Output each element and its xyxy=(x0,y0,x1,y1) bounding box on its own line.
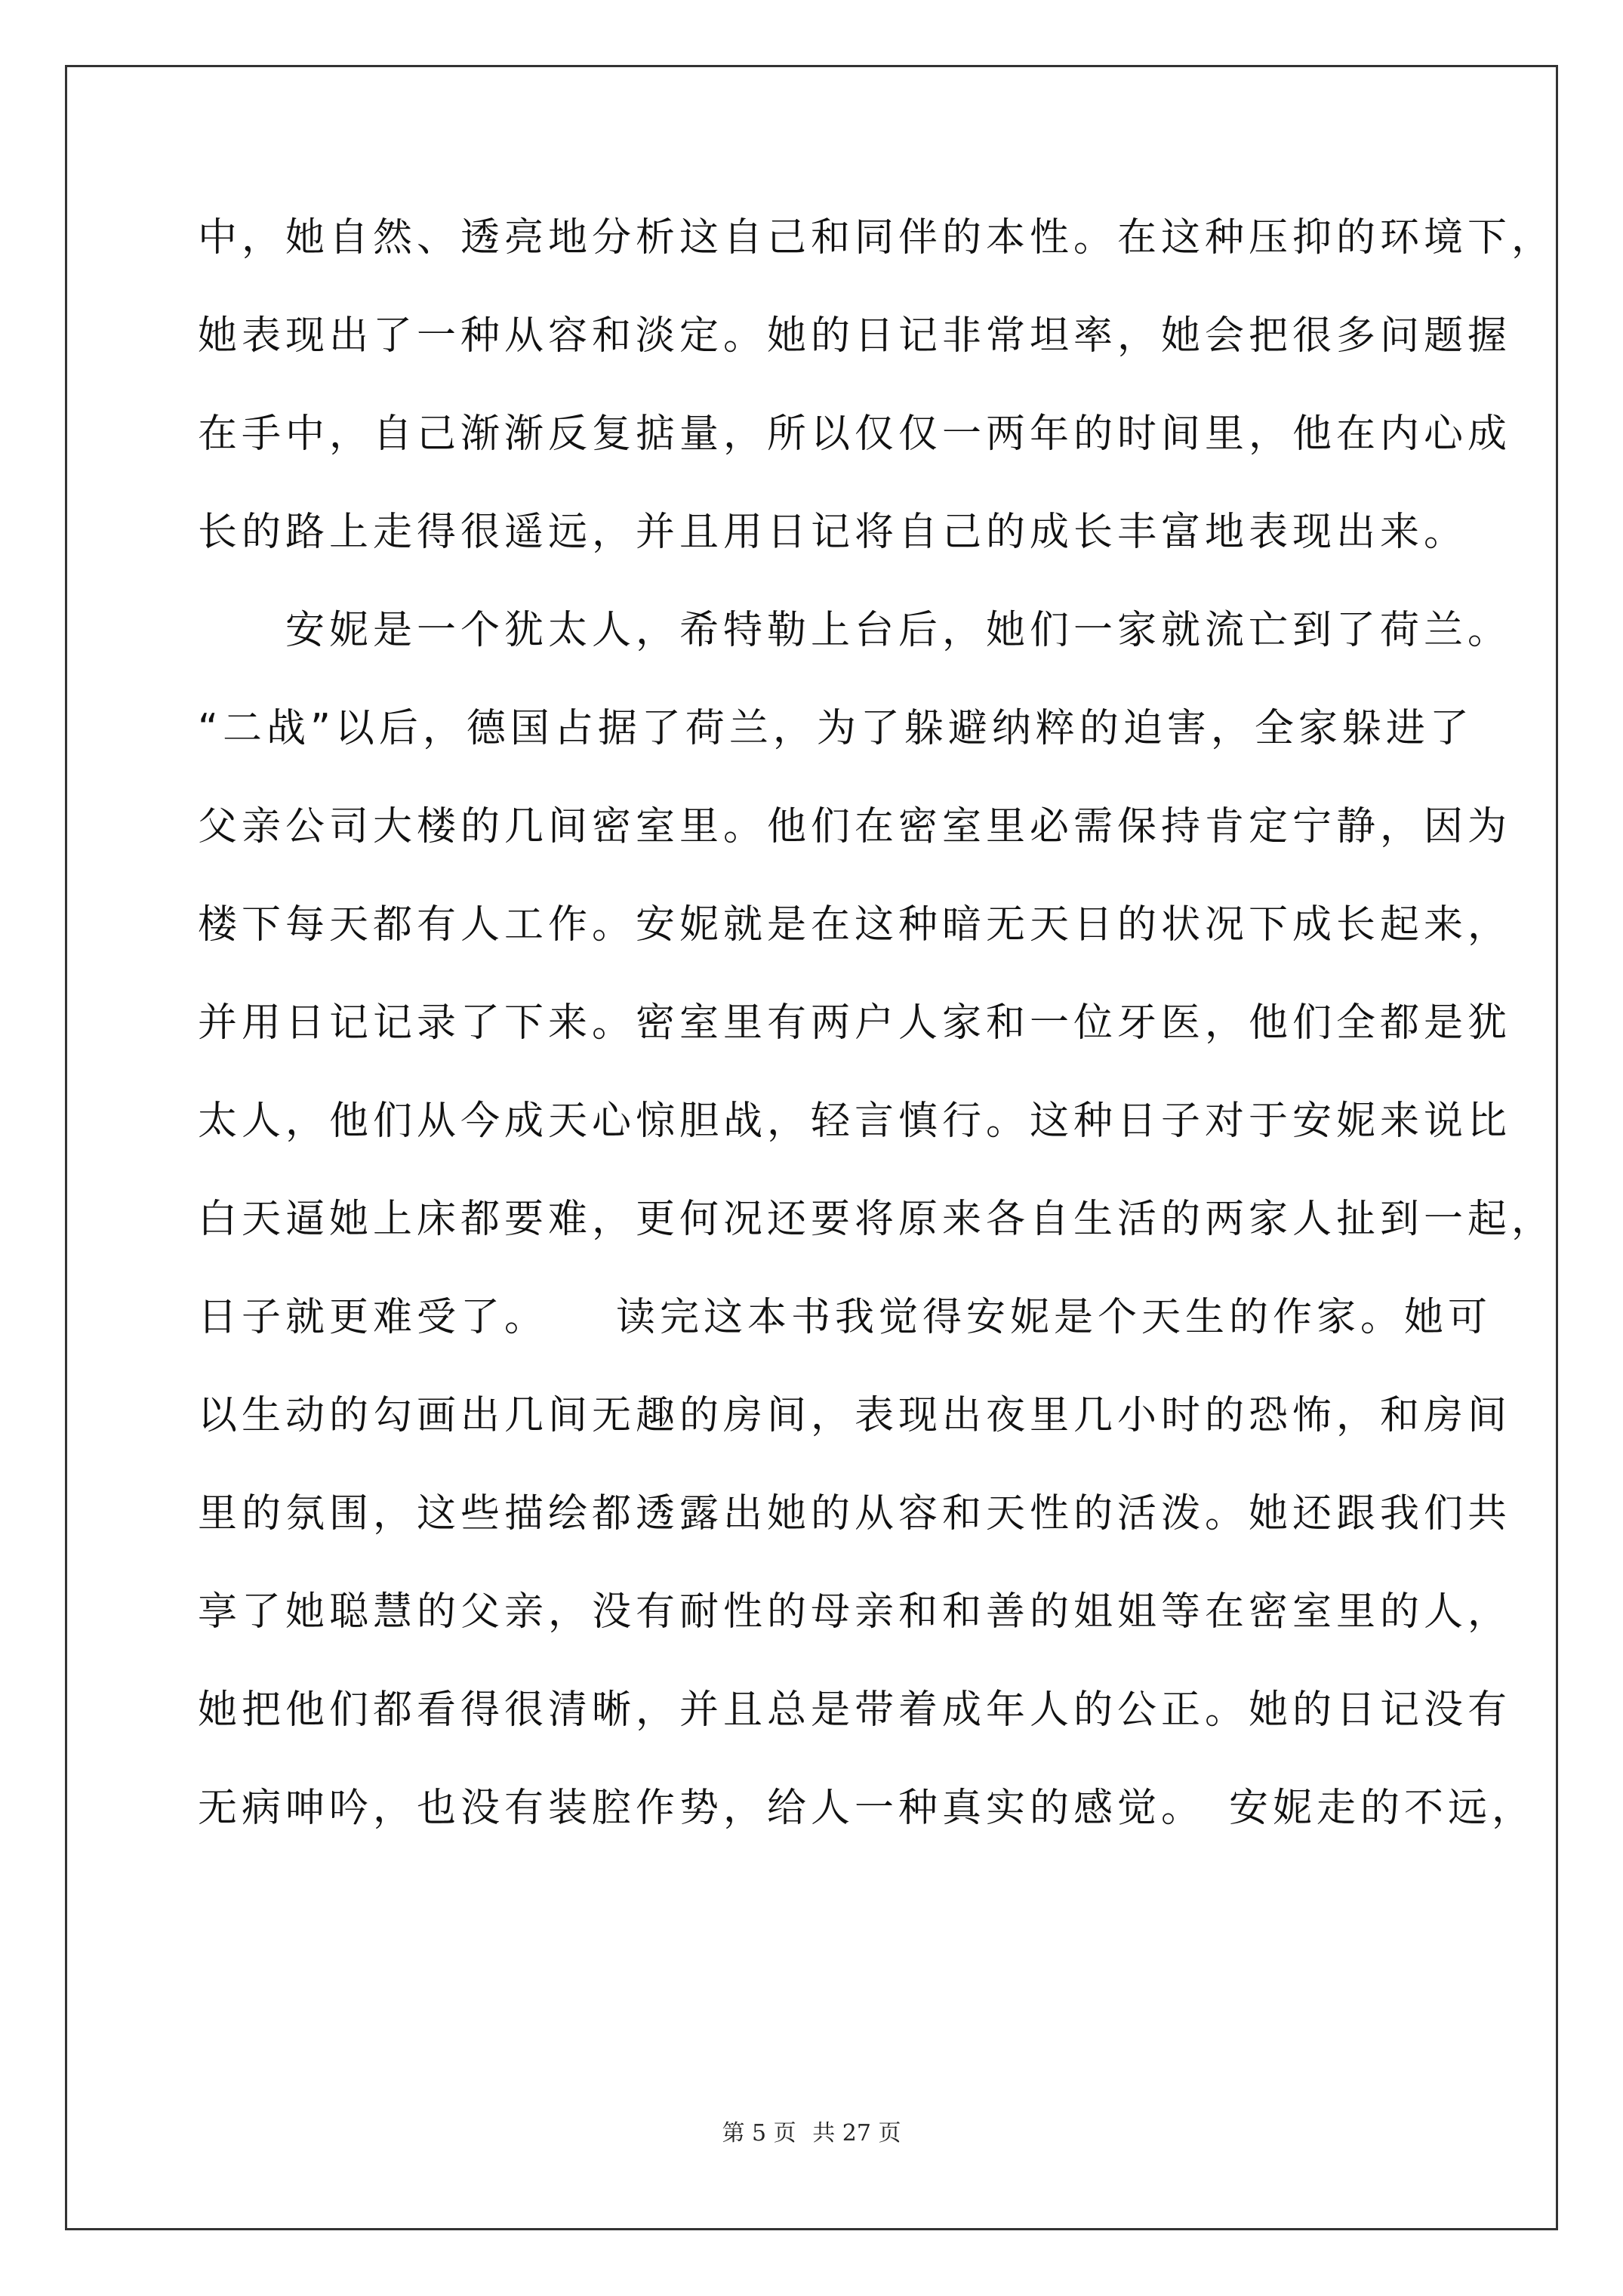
text-line: 中，她自然、透亮地分析这自己和同伴的本性。在这种压抑的环境下， xyxy=(198,215,1556,260)
text-line: 以生动的勾画出几间无趣的房间，表现出夜里几小时的恐怖，和房间 xyxy=(198,1393,1512,1438)
page-total: 共 27 页 xyxy=(812,2120,901,2147)
text-line: 长的路上走得很遥远，并且用日记将自己的成长丰富地表现出来。 xyxy=(198,510,1468,555)
page-number: 第 5 页 xyxy=(722,2120,796,2147)
body-text xyxy=(198,211,1556,1880)
page-footer xyxy=(0,2114,1623,2147)
text-line: 父亲公司大楼的几间密室里。他们在密室里必需保持肯定宁静，因为 xyxy=(198,804,1512,849)
text-line: 日子就更难受了。 读完这本书我觉得安妮是个天生的作家。她可 xyxy=(198,1295,1492,1340)
text-line: 安妮是一个犹太人，希特勒上台后，她们一家就流亡到了荷兰。 xyxy=(198,608,1512,653)
text-line: 她表现出了一种从容和淡定。她的日记非常坦率，她会把很多问题握 xyxy=(198,313,1512,359)
text-line: 太人，他们从今成天心惊胆战，轻言慎行。这种日子对于安妮来说比 xyxy=(198,1099,1512,1144)
text-line: 楼下每天都有人工作。安妮就是在这种暗无天日的状况下成长起来， xyxy=(198,902,1512,948)
text-line: 里的氛围，这些描绘都透露出她的从容和天性的活泼。她还跟我们共 xyxy=(198,1491,1512,1536)
text-line: “二战”以后，德国占据了荷兰，为了躲避纳粹的迫害，全家躲进了 xyxy=(198,706,1474,751)
text-line: 无病呻吟，也没有装腔作势，给人一种真实的感觉。 安妮走的不远， xyxy=(198,1786,1536,1831)
text-line: 在手中，自己渐渐反复掂量，所以仅仅一两年的时间里，他在内心成 xyxy=(198,411,1512,457)
text-line: 并用日记记录了下来。密室里有两户人家和一位牙医，他们全都是犹 xyxy=(198,1000,1512,1046)
text-line: 她把他们都看得很清晰，并且总是带着成年人的公正。她的日记没有 xyxy=(198,1687,1512,1733)
text-line: 享了她聪慧的父亲，没有耐性的母亲和和善的姐姐等在密室里的人， xyxy=(198,1589,1512,1635)
text-line: 白天逼她上床都要难，更何况还要将原来各自生活的两家人扯到一起， xyxy=(198,1197,1556,1242)
